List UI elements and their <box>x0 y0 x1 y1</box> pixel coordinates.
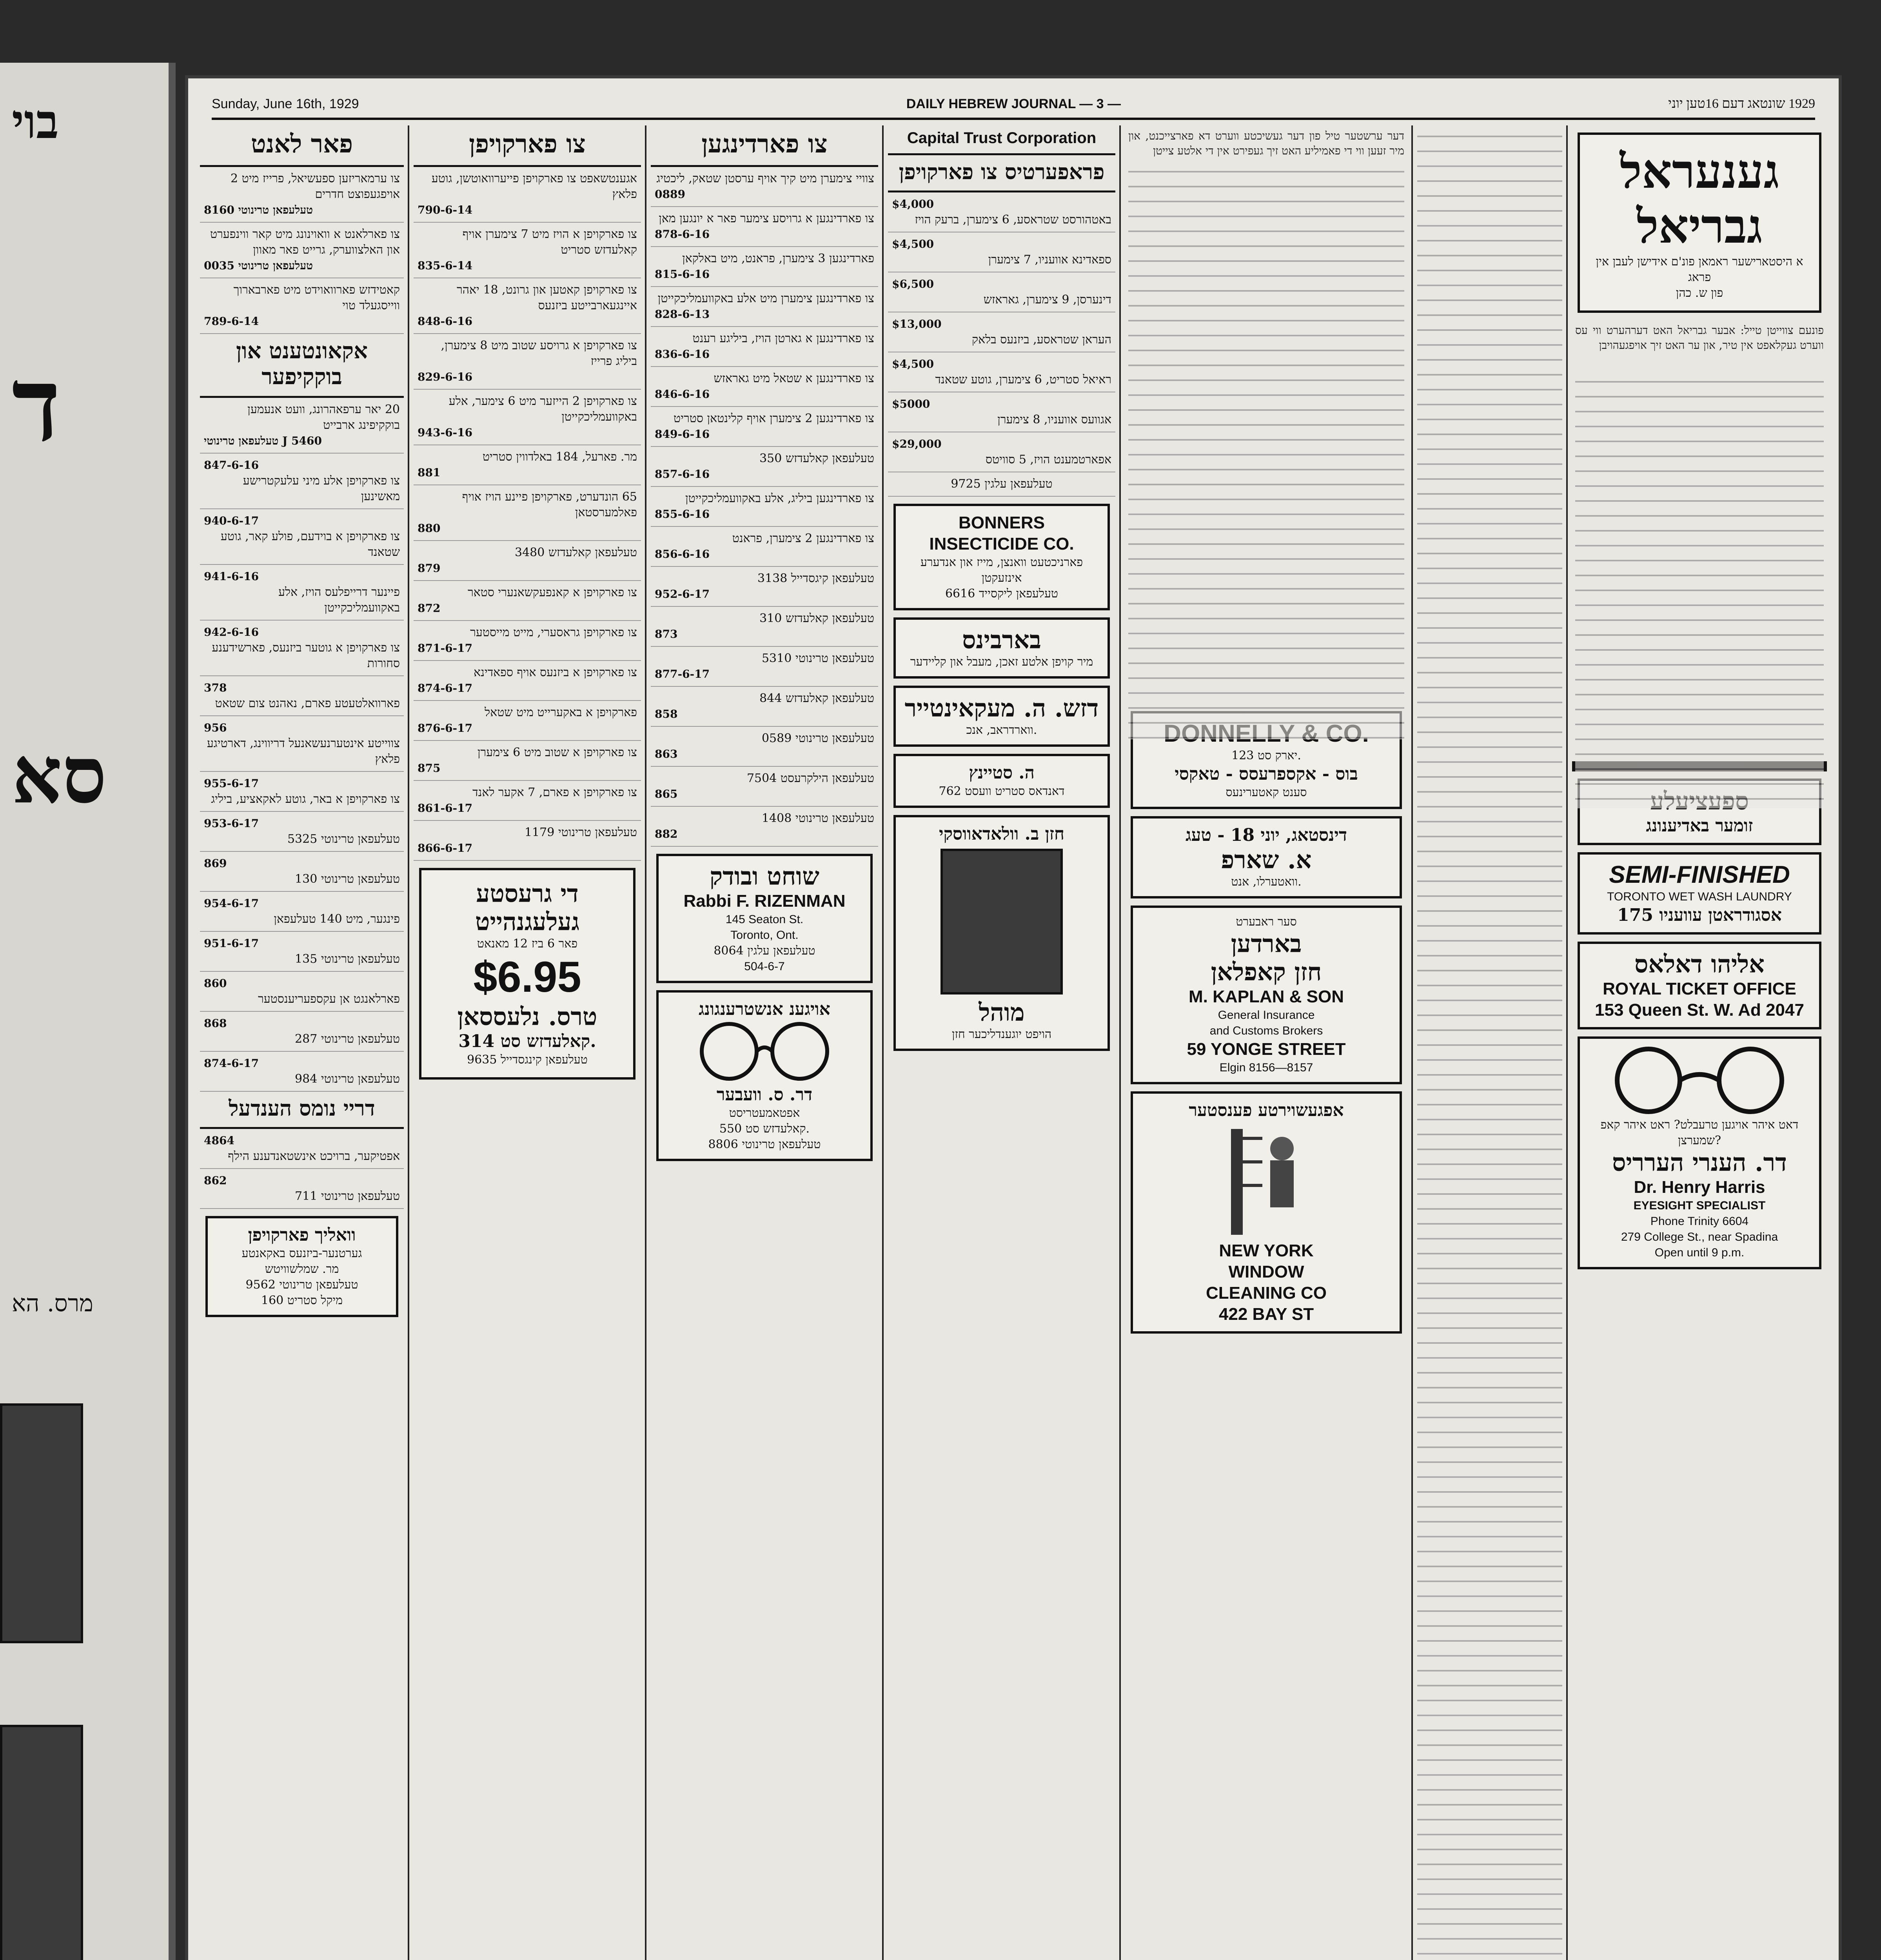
column-rule <box>1411 125 1413 1960</box>
list-item: $4,500 ראיאל סטריט, 6 צימערן, גוטע שטאנד <box>888 352 1115 392</box>
column-story-text <box>1417 125 1562 1960</box>
column-rule <box>882 125 884 1960</box>
list-item: צו פארדינגען א שטאל מיט גאראזש 846-6-16 <box>651 367 878 407</box>
list-item: טעלעפאן קאלעדזש 310 873 <box>651 607 878 647</box>
list-item: 954-6-17 פינגער, מיט 140 טעלעפאן <box>200 892 404 932</box>
list-item: טעלעפאן הילקרעסט 7504 865 <box>651 767 878 807</box>
list-item: צו פארדינגען צימערן מיט אלע באקוועמליכקייטן 828-6-13 <box>651 287 878 327</box>
running-head-title: DAILY HEBREW JOURNAL — 3 — <box>906 96 1121 111</box>
ad-box-optometrist: אויגענ אנשטרענגונג דר. ס. וועבער אפטאמעטריסט 550 קאלעדזש סט. טעלעפאן טרינוטי 8806 <box>656 990 873 1161</box>
list-item: 869 טעלעפאן טרינוטי 130 <box>200 852 404 892</box>
left-partial-page <box>0 63 176 1960</box>
ad-box-window-cleaning: אפגעשוירטע פענסטער NEW YORK WINDOW CLEANING CO 422 BAY ST <box>1131 1091 1402 1334</box>
list-item: טעלעפאן טרינוטי 1408 882 <box>651 807 878 847</box>
list-item: צו פארדינגען א גארטן הויז, ביליגע רענט 836-6-16 <box>651 327 878 367</box>
list-item: צו פארדינגען 2 צימערן אויף קלינטאן סטריט 849-6-16 <box>651 407 878 447</box>
heading-for-rent: פאר לאנט <box>200 125 404 167</box>
ad-box-summer-service: זומער באדיענונג <box>1578 779 1821 845</box>
heading-accountant: אקאונטענט און בוקקיפער <box>200 334 404 398</box>
story-text: דער ערשטער טיל פון דער געשיכטע ווערט דא פארצייכנט, און מיר זעען ווי די פאמיליע האט זיך געפירט אין די אלטע צייטן <box>1125 125 1407 704</box>
ad-box-greatest-bargain: די גרעסטע געלעגנהייט פאר 6 ביז 12 מאנאט $6.95 טרס. נלעססאן 314 קאלעדזש סט. טעלעפאן קינגסדייל 9635 <box>419 868 635 1080</box>
left-photo-1 <box>0 1403 83 1643</box>
list-item: 941-6-16 פיינער דרייפלעס הויז, אלע באקוועמליכקייטן <box>200 565 404 621</box>
eyeglasses-icon <box>1590 1045 1809 1116</box>
list-item: 956 צווייטע אינטערנעשאנעל דריווינג, דארטיגע פלאץ <box>200 716 404 772</box>
column-rule <box>408 125 409 1960</box>
list-item: צו ערמאריזען ספעשיאל, פרייז מיט 2 אויפגעפוצט חדרים טעלעפאן טרינוטי 8160 <box>200 167 404 223</box>
heading-three-trades: דריי נומס הענדעל <box>200 1092 404 1129</box>
heading-to-rent: צו פארדינגען <box>651 125 878 167</box>
list-item: אגענטשאפט צו פארקויפן פייערוואוטשן, גוטע פלאץ 790-6-14 <box>414 167 641 223</box>
list-item: $5000 אגוועס אוועניו, 8 צימערן <box>888 392 1115 432</box>
list-item: 862 טעלעפאן טרינוטי 711 <box>200 1169 404 1209</box>
ad-box-steitz: ה. סטיינץ 762 דאנדאס סטריט וועסט <box>893 754 1110 808</box>
heading-for-sale: צו פארקויפן <box>414 125 641 167</box>
column-classifieds-1 <box>200 125 404 1960</box>
column-story-ads <box>1125 125 1407 1960</box>
list-item: טעלעפאן קאלעדזש 350 857-6-16 <box>651 447 878 487</box>
serial-masthead: גענעראל גבריאל א היסטארישער ראמאן פונ'ם אידישן לעבן אין פראג פון ש. כהן <box>1578 132 1821 313</box>
list-item: צו פארקויפן א קאנפעקשאנערי סטאר 872 <box>414 581 641 621</box>
list-item: צוויי צימערן מיט קיך אויף ערסטן שטאק, ליכטיג 0889 <box>651 167 878 207</box>
list-item: צו פארקויפן 2 הייזער מיט 6 צימער, אלע באקוועמליכקייטן 943-6-16 <box>414 390 641 445</box>
list-item: $6,500 דינערסן, 9 צימערן, גאראזש <box>888 272 1115 312</box>
list-item: מר. פארעל, 184 באלדווין סטריט 881 <box>414 445 641 485</box>
list-item: 868 טעלעפאן טרינוטי 287 <box>200 1012 404 1052</box>
list-item: צו פארקויפן א ביזנעס אויף ספאדינא 874-6-17 <box>414 661 641 701</box>
list-item: 847-6-16 צו פארקויפן אלע מיני עלעקטרישע מאשינען <box>200 454 404 509</box>
list-item: טעלעפאן טרינוטי 1179 866-6-17 <box>414 821 641 861</box>
left-photo-2 <box>0 1725 83 1960</box>
list-item: $4,000 באטהורסט שטראסע, 6 צימערן, ברעק הויז <box>888 192 1115 232</box>
list-item: פארדינגען 3 צימערן, פראנט, מיט באלקאן 815-6-16 <box>651 247 878 287</box>
ad-box-mcintyre: דזש. ה. מעקאינטייר ווארדראב, אנכ. <box>893 686 1110 747</box>
ad-box-donnelly: 123 יארק סט. בוס - אקספרעסס - טאקסי סענט קאטערינעס <box>1131 711 1402 809</box>
ad-box-harris: דאט איהר אויגען טרעבלט? ראט איהר קאפ שמערצן? דר. הענרי הערריס Dr. Henry Harris EYESIGHT SPECIALIST Phone Trinity 6604 279 College St., near Spadina Open until 9 p.m. <box>1578 1036 1821 1269</box>
list-item: צו פארקויפן א פארם, 7 אקער לאנד 861-6-17 <box>414 781 641 821</box>
list-item: צו פארלאנט א וואוינונג מיט קאר ווינפערט און האלצווערק, גרייט פאר מאוון טעלעפאן טרינוטי 0035 <box>200 223 404 278</box>
ad-price: $6.95 <box>473 953 581 1001</box>
column-rule <box>645 125 646 1960</box>
column-rule <box>1566 125 1568 1960</box>
mohel-portrait <box>940 849 1063 995</box>
column-ads-capital <box>888 125 1115 1960</box>
column-classifieds-3 <box>651 125 878 1960</box>
list-item: 860 פארלאנגט אן עקספעריענסטער <box>200 972 404 1012</box>
eyeglasses-icon <box>690 1020 839 1083</box>
list-item: צו פארקויפן קאטען און גרונט, 18 יאהר איינגעארבייטע ביזנעס 848-6-16 <box>414 278 641 334</box>
running-head-date: Sunday, June 16th, 1929 <box>212 96 359 111</box>
list-item: 942-6-16 צו פארקויפן א גוטער ביזנעס, פארשידענע סחורות <box>200 621 404 676</box>
story-text-continued <box>1417 125 1562 1960</box>
column-right-ads <box>1572 125 1827 1960</box>
left-fragment-2: ד <box>12 345 61 465</box>
list-item: $4,500 ספאדינא אוועניו, 7 צימערן <box>888 232 1115 272</box>
window-cleaner-illustration <box>1215 1121 1317 1239</box>
left-fragment-1: בוי <box>12 94 59 149</box>
list-item: צו פארדינגען א גרויסע צימער פאר א יונגען מאן 878-6-16 <box>651 207 878 247</box>
list-item: צו פארקויפן גראסערי, מייט מייסטער 871-6-17 <box>414 621 641 661</box>
list-item: טעלעפאן טרינוטי 0589 863 <box>651 727 878 767</box>
newspaper-page <box>188 78 1839 1960</box>
column-classifieds-2 <box>414 125 641 1960</box>
list-item: טעלעפאן קאלעדזש 844 858 <box>651 687 878 727</box>
list-item: 955-6-17 צו פארקויפן א באר, גוטע לאקאציע, ביליג <box>200 772 404 812</box>
list-item: 940-6-17 צו פארקויפן א בוידעם, פולע קאר, גוטע שטאנד <box>200 509 404 565</box>
list-item: טעלעפאן קאלעדזש 3480 879 <box>414 541 641 581</box>
list-item: צו פארדינגען 2 צימערן, פראנט 856-6-16 <box>651 527 878 567</box>
ad-box-barrens: בארבינס מיר קויפן אלטע זאכן, מעבל און קליידער <box>893 617 1110 679</box>
list-item: 951-6-17 טעלעפאן טרינוטי 135 <box>200 932 404 972</box>
ad-box-kaplan: סער ראבערט בארדען חזן קאפלאן M. KAPLAN & SON General Insurance and Customs Brokers 59 YONGE STREET Elgin 8156—8157 <box>1131 906 1402 1084</box>
list-item: טעלעפאן קיגסדייל 3138 952-6-17 <box>651 567 878 607</box>
heading-capital-trust: Capital Trust Corporation <box>888 125 1115 155</box>
left-fragment-4: מרס. הא <box>12 1290 93 1317</box>
list-item: 378 פארוואלטעטע פארם, נאהנט צום שטאט <box>200 676 404 716</box>
list-item: 953-6-17 טעלעפאן טרינוטי 5325 <box>200 812 404 852</box>
heading-properties-for-sale: פראפערטיס צו פארקויפן <box>888 155 1115 192</box>
list-item: 20 יאר ערפאהרונג, וועט אנעמען בוקקיפינג ארבייט טעלעפאן טרינוטי J 5460 <box>200 398 404 454</box>
ad-box-business-sale: וואליך פארקויפן גערטנער-ביזנעס באקאנטע מר. שמלשוויטש טעלעפאן טרינוטי 9562 160 מיקל סטריט <box>205 1216 398 1317</box>
column-rule <box>1119 125 1121 1960</box>
ad-box-sharp: דינסטאג, יוני 18 - טעג א. שארפ וואטערלו, אנט. <box>1131 816 1402 898</box>
list-item: פארקויפן א באקערייט מיט שטאל 876-6-17 <box>414 701 641 741</box>
capital-phone: טעלעפאן עלגין 9725 <box>888 472 1115 497</box>
ad-box-mohel: חזן ב. וולאדאווסקי מוהל הויפט יוגענדליכער חזן <box>893 815 1110 1051</box>
running-head-hebrew-date: 1929 שונטאג דעם 16טען יוני <box>1668 96 1815 111</box>
running-head <box>212 90 1815 120</box>
ad-box-bonners: BONNERS INSECTICIDE CO. פארניכטעט וואנצן, מייז און אנדערע אינזעקטן טעלעפאן ליקסייד 6616 <box>893 504 1110 610</box>
ad-box-shochet: שוחט ובודק Rabbi F. RIZENMAN 145 Seaton St. Toronto, Ont. טעלעפאן עלגין 8064 504-6-7 <box>656 854 873 983</box>
list-item: 4864 אפטיקער, ברויכט אינשטאנדענע הילף <box>200 1129 404 1169</box>
ad-box-royal-ticket: אליהו דאלאס ROYAL TICKET OFFICE 153 Queen St. W. Ad 2047 <box>1578 942 1821 1029</box>
ad-box-laundry: SEMI-FINISHED TORONTO WET WASH LAUNDRY 175 אסגודראטן עוועניו <box>1578 852 1821 935</box>
list-item: קאטידזש פארוואוידט מיט פארבארוך ווייסגעלד טוי 789-6-14 <box>200 278 404 334</box>
list-item: צו פארקויפן א גרויסע שטוב מיט 8 צימערן, ביליג פרייז 829-6-16 <box>414 334 641 390</box>
left-fragment-3: סא <box>12 729 107 821</box>
serial-text: פונעם צווייטן טייל: אבער גבריאל האט דערהערט ווי עס ווערט געקלאפט אין טיר, און ער האט זיך אויפגעהויבן <box>1572 320 1827 757</box>
list-item: $29,000 אפארטמענט הויז, 5 סוויטס <box>888 432 1115 472</box>
list-item: צו פארדינגען ביליג, אלע באקוועמליכקייטן 855-6-16 <box>651 487 878 527</box>
list-item: 65 הונדערט, פארקויפן פיינע הויז אויף פאלמערסטאן 880 <box>414 485 641 541</box>
list-item: 874-6-17 טעלעפאן טרינוטי 984 <box>200 1052 404 1092</box>
list-item: צו פארקויפן א שטוב מיט 6 צימערן 875 <box>414 741 641 781</box>
list-item: $13,000 העראן שטראסע, ביזנעס בלאק <box>888 312 1115 352</box>
list-item: טעלעפאן טרינוטי 5310 877-6-17 <box>651 647 878 687</box>
list-item: צו פארקויפן א הויז מיט 7 צימערן אויף קאלעדזש סטריט 835-6-14 <box>414 223 641 278</box>
